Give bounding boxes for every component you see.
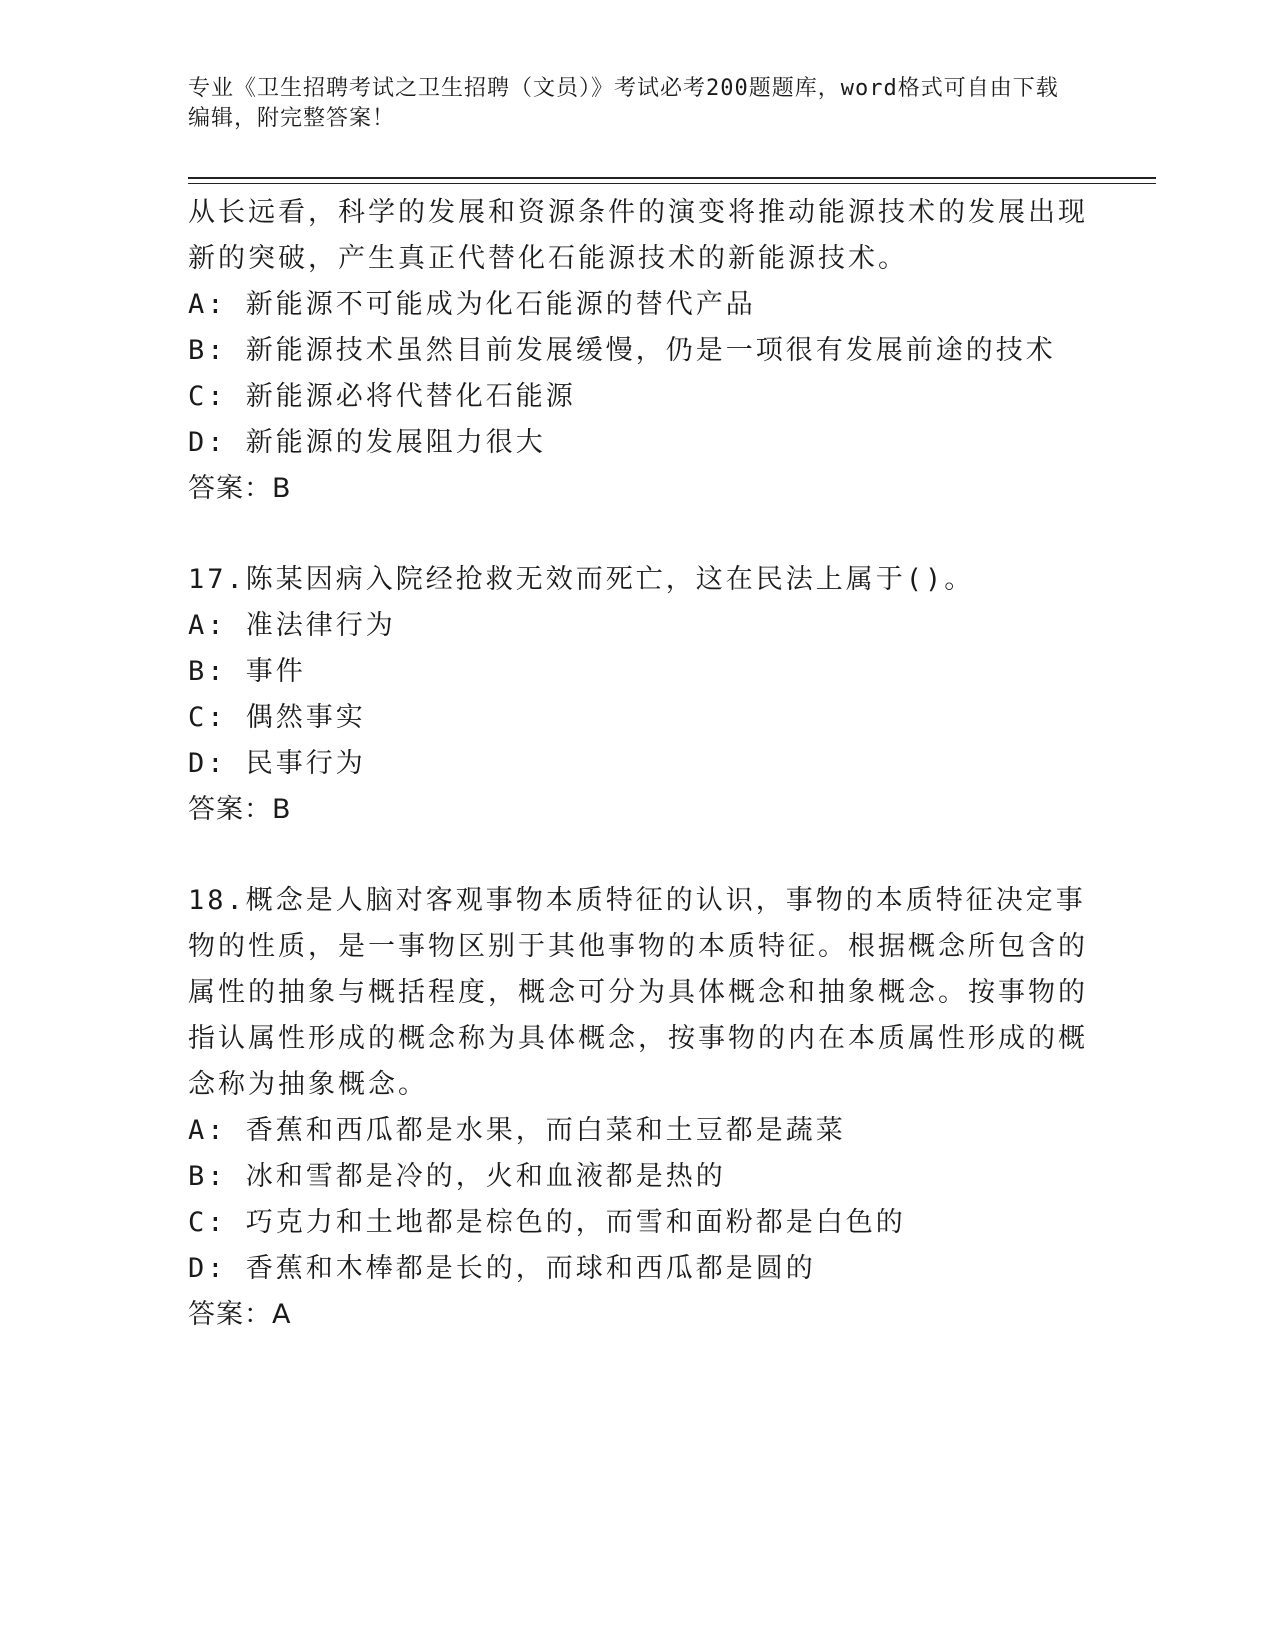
option-c: C: 偶然事实 — [188, 702, 366, 733]
question-block — [188, 557, 1088, 833]
option-d: D: 民事行为 — [188, 748, 366, 779]
header-rule-thin — [188, 183, 1156, 184]
answer-line: 答案：A — [188, 1299, 292, 1330]
option-d: D: 新能源的发展阻力很大 — [188, 427, 546, 458]
option-b: B: 冰和雪都是冷的，火和血液都是热的 — [188, 1161, 726, 1192]
question-spacer — [188, 833, 1088, 878]
question-stem: 17.陈某因病入院经抢救无效而死亡，这在民法上属于()。 — [188, 564, 975, 595]
header-rule-thick — [188, 177, 1156, 179]
option-c: C: 新能源必将代替化石能源 — [188, 381, 576, 412]
question-stem: 18.概念是人脑对客观事物本质特征的认识，事物的本质特征决定事物的性质，是一事物区别于其他事物的本质特征。根据概念所包含的属性的抽象与概括程度，概念可分为具体概念和抽象概念。按事物的指认属性形成的概念称为具体概念，按事物的内在本质属性形成的概念称为抽象概念。 — [188, 885, 1088, 1100]
answer-line: 答案：B — [188, 473, 292, 504]
question-block — [188, 878, 1088, 1338]
option-a: A: 香蕉和西瓜都是水果，而白菜和土豆都是蔬菜 — [188, 1115, 846, 1146]
question-list — [188, 190, 1088, 1338]
question-block — [188, 190, 1088, 512]
question-stem: 从长远看，科学的发展和资源条件的演变将推动能源技术的发展出现新的突破，产生真正代替化石能源技术的新能源技术。 — [188, 197, 1088, 274]
option-b: B: 事件 — [188, 656, 306, 687]
option-d: D: 香蕉和木棒都是长的，而球和西瓜都是圆的 — [188, 1253, 816, 1284]
document-header: 专业《卫生招聘考试之卫生招聘（文员）》考试必考200题题库，word格式可自由下载编辑，附完整答案！ — [188, 76, 1059, 131]
option-c: C: 巧克力和土地都是棕色的，而雪和面粉都是白色的 — [188, 1207, 906, 1238]
option-a: A: 准法律行为 — [188, 610, 396, 641]
answer-line: 答案：B — [188, 794, 292, 825]
option-b: B: 新能源技术虽然目前发展缓慢，仍是一项很有发展前途的技术 — [188, 335, 1056, 366]
option-a: A: 新能源不可能成为化石能源的替代产品 — [188, 289, 756, 320]
question-spacer — [188, 512, 1088, 557]
